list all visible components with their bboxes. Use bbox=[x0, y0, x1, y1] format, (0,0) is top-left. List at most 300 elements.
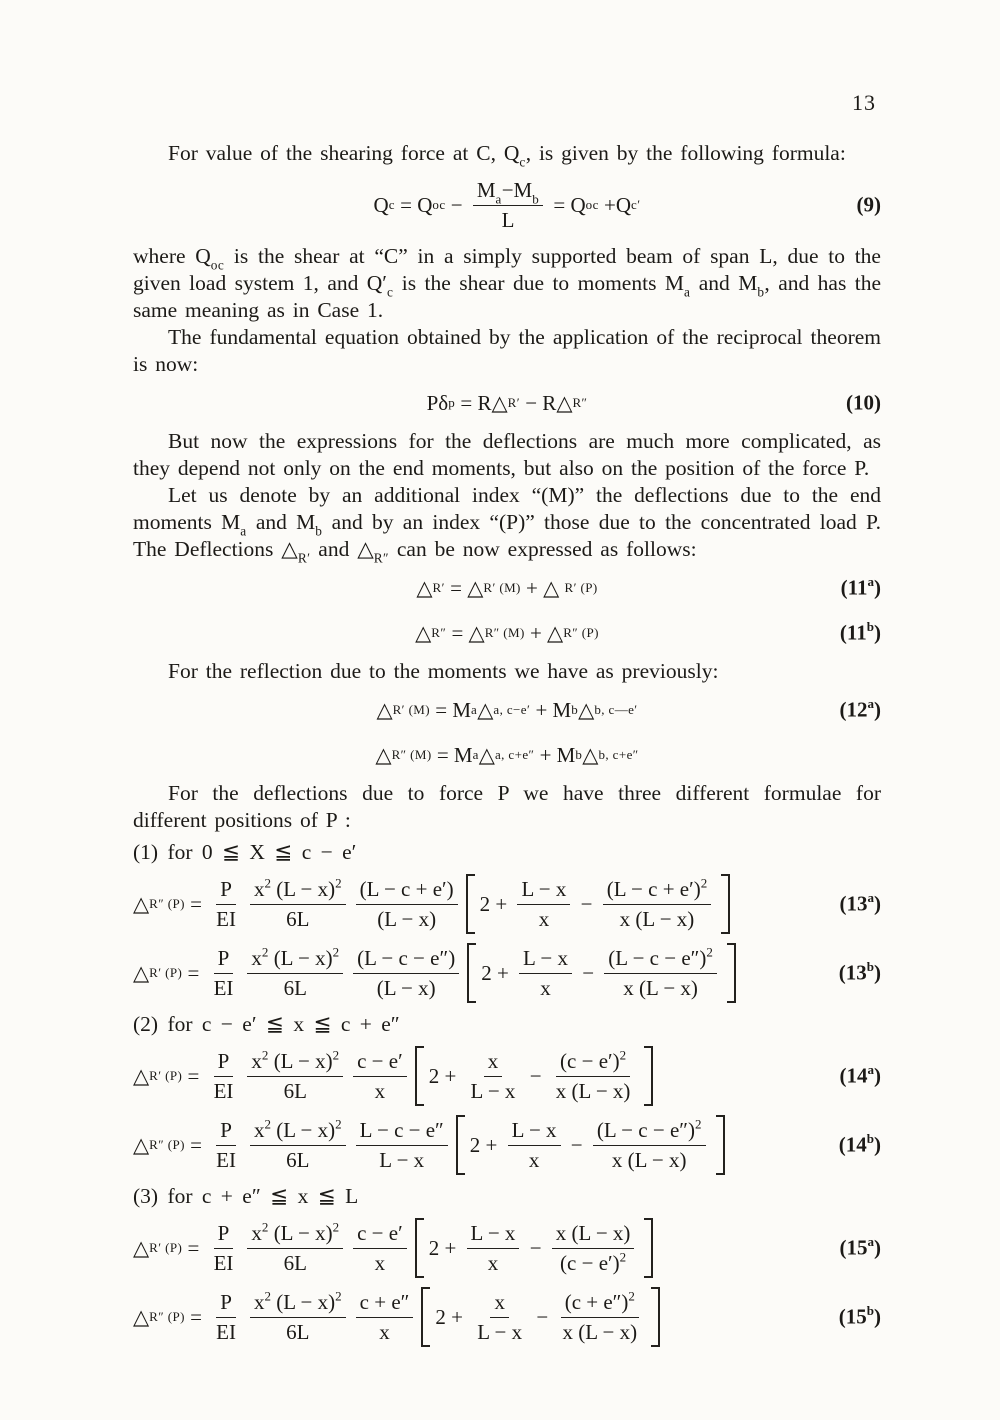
math-text: − bbox=[531, 1304, 554, 1329]
math-text: EI bbox=[213, 1250, 234, 1275]
math-superscript: a bbox=[867, 574, 874, 590]
fraction-numerator bbox=[556, 1049, 630, 1077]
bracket-group bbox=[466, 874, 731, 935]
math-text: (c − e′) bbox=[560, 1250, 620, 1275]
equation-10 bbox=[133, 383, 881, 423]
math-superscript: a bbox=[867, 890, 874, 906]
bracket-content bbox=[435, 1287, 646, 1348]
math-subscript: a bbox=[683, 284, 691, 300]
fraction-numerator bbox=[353, 1049, 407, 1077]
math-superscript: b bbox=[866, 619, 874, 635]
math-text: (11 bbox=[839, 620, 867, 645]
fraction bbox=[212, 877, 240, 932]
math-superscript: 2 bbox=[628, 1288, 635, 1304]
math-text: can be now expressed as follows: bbox=[389, 537, 697, 561]
fraction-denominator bbox=[212, 1318, 240, 1345]
equation-12b bbox=[133, 735, 881, 775]
fraction bbox=[356, 1118, 448, 1173]
math-text: where Q bbox=[133, 244, 211, 268]
math-text: + M bbox=[530, 697, 572, 722]
math-text: (12 bbox=[839, 697, 868, 722]
math-text: △ bbox=[375, 742, 392, 767]
fraction-denominator bbox=[484, 1249, 503, 1276]
math-text: x bbox=[487, 1250, 499, 1275]
math-superscript: 2 bbox=[335, 1116, 342, 1132]
math-subscript: oc bbox=[210, 257, 225, 273]
equation-13b-label bbox=[839, 961, 881, 986]
fraction-numerator bbox=[356, 877, 458, 905]
math-text: = bbox=[184, 1304, 208, 1329]
fraction-denominator bbox=[212, 905, 240, 932]
math-text: = △ bbox=[444, 575, 484, 600]
math-text: +Q bbox=[598, 192, 632, 217]
math-text: x bbox=[528, 1147, 540, 1172]
math-text: L bbox=[501, 207, 515, 232]
math-subscript: R″ bbox=[373, 550, 389, 566]
equation-15a bbox=[133, 1217, 881, 1279]
fraction-denominator bbox=[552, 1077, 635, 1104]
math-superscript: a bbox=[867, 1234, 874, 1250]
math-text: (L − x) bbox=[376, 975, 436, 1000]
math-text: Q bbox=[373, 192, 389, 217]
math-text: , is given by the following formula: bbox=[525, 141, 846, 165]
math-text: x (L − x) bbox=[611, 1147, 687, 1172]
math-text: 6L bbox=[286, 906, 310, 931]
math-text: x bbox=[494, 1289, 505, 1314]
math-superscript: 2 bbox=[332, 944, 340, 960]
bracket-group bbox=[415, 1046, 654, 1107]
math-text: x bbox=[374, 1250, 386, 1275]
math-text: = R△ bbox=[455, 390, 508, 415]
math-superscript: a bbox=[867, 1062, 874, 1078]
equation-11a-label bbox=[841, 576, 881, 601]
math-superscript: 2 bbox=[619, 1047, 627, 1063]
fraction-numerator bbox=[247, 1049, 343, 1077]
math-subscript: a bbox=[495, 191, 502, 207]
fraction-numerator bbox=[214, 946, 234, 974]
math-text: For the deflections due to force P we have three different formulae for different positions of P : bbox=[133, 781, 881, 832]
math-text: (L − c + e′) bbox=[359, 876, 454, 901]
fraction-denominator bbox=[608, 1146, 691, 1173]
math-text: x (L − x) bbox=[562, 1319, 638, 1344]
fraction bbox=[210, 1049, 238, 1104]
math-superscript: 2 bbox=[332, 1219, 340, 1235]
fraction-numerator bbox=[356, 1118, 448, 1146]
case-condition-2 bbox=[133, 1011, 881, 1038]
math-text: 2 + bbox=[428, 1063, 462, 1088]
bracket-content bbox=[470, 1115, 711, 1176]
bracket-group bbox=[456, 1115, 725, 1176]
math-text: (L − c − e″) bbox=[596, 1117, 695, 1142]
fraction-denominator bbox=[282, 905, 313, 932]
math-text: x bbox=[374, 1078, 386, 1103]
fraction bbox=[519, 946, 572, 1001]
fraction bbox=[212, 1290, 240, 1345]
fraction bbox=[559, 1290, 642, 1345]
math-subscript: b bbox=[532, 191, 540, 207]
equation-15b-body: △ R″ (P) = $\frac{P}{EI}$ $\frac{x^2 (L - x)^2}{6L}$ $\frac{c + e''}{x}$ 2 + $\frac{x}{L - x}$ − $\frac{(c + e'')^2}{x (L - x)}$ bbox=[133, 1287, 660, 1348]
fraction-numerator bbox=[250, 877, 346, 905]
math-text: P bbox=[220, 1117, 232, 1142]
bracket-content bbox=[429, 1218, 640, 1279]
equation-15b-label bbox=[839, 1305, 881, 1330]
fraction-numerator bbox=[467, 1221, 520, 1249]
equation-15b bbox=[133, 1286, 881, 1348]
math-text: − bbox=[524, 1235, 547, 1260]
math-text: x bbox=[254, 1289, 265, 1314]
left-bracket bbox=[467, 943, 476, 1004]
math-text: (L − x) bbox=[377, 906, 437, 931]
bracket-group bbox=[415, 1218, 654, 1279]
equation-11a bbox=[133, 568, 881, 608]
math-text: x bbox=[251, 1220, 262, 1245]
fraction-denominator bbox=[280, 1077, 311, 1104]
case-condition-1 bbox=[133, 839, 881, 866]
equation-10-body: Pδ p = R△ R′ − R△ R″ bbox=[426, 390, 588, 415]
fraction-denominator bbox=[536, 974, 555, 1001]
math-text: △ bbox=[376, 697, 393, 722]
fraction bbox=[467, 1049, 520, 1104]
equation-12a bbox=[133, 690, 881, 730]
math-text: x bbox=[251, 1048, 262, 1073]
equation-9 bbox=[133, 174, 881, 236]
math-text: (L − x) bbox=[271, 876, 336, 901]
math-text: 6L bbox=[283, 1250, 307, 1275]
case-condition-3 bbox=[133, 1183, 881, 1210]
fraction-denominator bbox=[556, 1249, 630, 1276]
math-text: 6L bbox=[286, 1319, 310, 1344]
math-text: △ bbox=[133, 1304, 150, 1329]
fraction-denominator bbox=[282, 1146, 313, 1173]
fraction bbox=[212, 1118, 240, 1173]
left-bracket bbox=[421, 1287, 430, 1348]
math-text: L − x bbox=[470, 1078, 516, 1103]
math-text: x bbox=[379, 1319, 390, 1344]
math-text: x (L − x) bbox=[623, 975, 698, 1000]
right-bracket bbox=[644, 1218, 653, 1279]
math-text: = M bbox=[431, 742, 473, 767]
math-text: ) bbox=[874, 1132, 881, 1157]
fraction-denominator bbox=[210, 1077, 238, 1104]
page-number: 13 bbox=[852, 90, 876, 115]
equation-13a bbox=[133, 873, 881, 935]
equation-14b-body: △ R″ (P) = $\frac{P}{EI}$ $\frac{x^2 (L - x)^2}{6L}$ $\frac{L - c - e''}{L - x}$ 2 + $\frac{L - x}{x}$ − $\frac{(L - c - e'')^2}{x (L - x)}$ bbox=[133, 1115, 725, 1176]
math-text: 2 + bbox=[479, 891, 513, 916]
equation-12a-label bbox=[839, 698, 881, 723]
equation-11a-body: △ R′ = △ R′ (M) + △ R′ (P) bbox=[416, 575, 598, 600]
fraction-denominator bbox=[498, 206, 519, 233]
math-superscript: 2 bbox=[706, 944, 713, 960]
math-text: and by an index “(P)” those due to the concentrated load P. The Deflections △ bbox=[133, 510, 881, 561]
fraction-numerator bbox=[250, 1118, 346, 1146]
fraction-numerator bbox=[603, 877, 711, 905]
fraction-denominator bbox=[212, 1146, 240, 1173]
math-text: L − x bbox=[470, 1220, 516, 1245]
fraction-numerator bbox=[490, 1290, 509, 1318]
math-text: c − e′ bbox=[357, 1048, 403, 1073]
math-text: (L − x) bbox=[268, 945, 333, 970]
math-text: (L − c − e″) bbox=[608, 945, 707, 970]
math-text: 2 + bbox=[469, 1132, 503, 1157]
equation-12b-body: △ R″ (M) = M a △ a, c+e″ + M b △ b, c+e″ bbox=[375, 742, 639, 767]
math-text: (L − x) bbox=[271, 1289, 336, 1314]
math-subscript: a bbox=[240, 523, 247, 539]
equation-11b-label bbox=[840, 621, 881, 646]
fraction-denominator bbox=[559, 1318, 642, 1345]
fraction-numerator bbox=[353, 1221, 407, 1249]
fraction bbox=[508, 1118, 561, 1173]
math-text: = bbox=[182, 1063, 205, 1088]
fraction bbox=[247, 946, 343, 1001]
math-text: (14 bbox=[838, 1132, 867, 1157]
fraction-numerator bbox=[561, 1290, 639, 1318]
math-text: P bbox=[217, 945, 230, 970]
math-text: (L − c − e″) bbox=[357, 945, 456, 970]
math-superscript: 2 bbox=[335, 1288, 342, 1304]
math-text: , and has the same meaning as in Case 1. bbox=[133, 271, 882, 322]
math-text: (11 bbox=[840, 575, 868, 600]
math-text: x (L − x) bbox=[619, 906, 695, 931]
math-text: and M bbox=[690, 271, 758, 295]
math-text: ) bbox=[874, 1063, 881, 1088]
math-text: EI bbox=[213, 975, 234, 1000]
math-text: L − x bbox=[379, 1147, 425, 1172]
fraction-denominator bbox=[619, 974, 702, 1001]
fraction-denominator bbox=[373, 905, 440, 932]
math-text: △ bbox=[415, 620, 432, 645]
fraction bbox=[353, 1221, 407, 1276]
right-bracket bbox=[651, 1287, 660, 1348]
math-text: Let us denote by an additional index “(M)” the deflections due to the end moments M bbox=[133, 483, 881, 534]
math-text: L − c − e″ bbox=[359, 1117, 444, 1142]
right-bracket bbox=[721, 874, 730, 935]
math-text: x bbox=[254, 876, 265, 901]
math-superscript: b bbox=[866, 1303, 874, 1319]
fraction-denominator bbox=[467, 1077, 520, 1104]
math-subscript: b bbox=[757, 284, 765, 300]
math-text: x (L − x) bbox=[555, 1078, 631, 1103]
math-text: △ bbox=[578, 697, 595, 722]
math-text: The fundamental equation obtained by the application of the reciprocal theorem is now: bbox=[133, 325, 881, 376]
fraction-denominator bbox=[373, 974, 440, 1001]
math-text: − bbox=[565, 1132, 588, 1157]
math-superscript: a bbox=[867, 696, 874, 712]
fraction-numerator bbox=[214, 1049, 234, 1077]
equation-11b bbox=[133, 613, 881, 653]
math-text: = Q bbox=[548, 192, 586, 217]
fraction-denominator bbox=[210, 1249, 238, 1276]
equation-11b-body: △ R″ = △ R″ (M) + △ R″ (P) bbox=[415, 620, 599, 645]
math-text: − bbox=[445, 192, 468, 217]
math-text: = Q bbox=[394, 192, 433, 217]
equation-10-label bbox=[846, 391, 881, 416]
paragraph-where-shear bbox=[133, 243, 881, 324]
math-text: x (L − x) bbox=[555, 1220, 631, 1245]
fraction-denominator bbox=[280, 1249, 311, 1276]
math-text: − bbox=[524, 1063, 547, 1088]
math-text: x bbox=[251, 945, 262, 970]
equation-13a-body: △ R″ (P) = $\frac{P}{EI}$ $\frac{x^2 (L - x)^2}{6L}$ $\frac{(L - c + e')}{(L - x)}$ 2 + $\frac{L - x}{x}$ − $\frac{(L - c + e')^2}{x (L - x)}$ bbox=[133, 874, 730, 935]
math-text: △ bbox=[582, 742, 599, 767]
math-subscript: c bbox=[519, 154, 526, 170]
math-superscript: 2 bbox=[700, 875, 708, 891]
math-text: and △ bbox=[310, 537, 374, 561]
bracket-group bbox=[467, 943, 736, 1004]
fraction-denominator bbox=[280, 974, 311, 1001]
math-subscript: b bbox=[315, 523, 323, 539]
left-bracket bbox=[415, 1046, 424, 1107]
math-text: + △ bbox=[524, 620, 564, 645]
equation-13b-body: △ R′ (P) = $\frac{P}{EI}$ $\frac{x^2 (L - x)^2}{6L}$ $\frac{(L - c - e'')}{(L - x)}$ 2 + $\frac{L - x}{x}$ − $\frac{(L - c - e'')^2}{x (L - x)}$ bbox=[133, 943, 736, 1004]
fraction bbox=[517, 877, 570, 932]
math-superscript: 2 bbox=[695, 1116, 702, 1132]
fraction bbox=[250, 877, 346, 932]
math-text: P bbox=[217, 1048, 230, 1073]
fraction-denominator bbox=[616, 905, 699, 932]
math-text: x bbox=[538, 906, 550, 931]
fraction-numerator bbox=[214, 1221, 234, 1249]
fraction-numerator bbox=[353, 946, 459, 974]
fraction-denominator bbox=[371, 1249, 390, 1276]
math-text: EI bbox=[216, 1147, 236, 1172]
fraction bbox=[552, 1049, 635, 1104]
math-text: = bbox=[182, 960, 205, 985]
fraction-denominator bbox=[375, 1146, 428, 1173]
paragraph-fundamental-equation bbox=[133, 324, 881, 378]
math-text: (15 bbox=[839, 1235, 868, 1260]
math-text: (L − x) bbox=[268, 1048, 333, 1073]
math-text: L − x bbox=[523, 945, 568, 970]
left-bracket bbox=[415, 1218, 424, 1279]
math-text: (10) bbox=[846, 390, 881, 415]
math-superscript: 2 bbox=[619, 1249, 627, 1265]
fraction-numerator bbox=[552, 1221, 635, 1249]
math-text: and M bbox=[246, 510, 316, 534]
math-text: 2 + bbox=[481, 960, 515, 985]
fraction-denominator bbox=[375, 1318, 394, 1345]
bracket-content bbox=[480, 874, 717, 935]
math-text: (1) for 0 ≦ X ≦ c − e′ bbox=[133, 840, 357, 864]
equation-15a-body: △ R′ (P) = $\frac{P}{EI}$ $\frac{x^2 (L - x)^2}{6L}$ $\frac{c - e'}{x}$ 2 + $\frac{L - x}{x}$ − $\frac{x (L - x)}{(c - e')^2}$ bbox=[133, 1218, 653, 1279]
math-text: L − x bbox=[511, 1117, 557, 1142]
fraction bbox=[353, 1049, 407, 1104]
math-text: ) bbox=[874, 1304, 881, 1329]
math-text: (2) for c − e′ ≦ x ≦ c + e″ bbox=[133, 1012, 400, 1036]
math-text: is the shear at “C” in a simply supported beam of span L, due to the given load system 1, and Q′ bbox=[133, 244, 881, 295]
fraction bbox=[247, 1221, 343, 1276]
fraction-numerator bbox=[247, 1221, 343, 1249]
math-text: L − x bbox=[477, 1319, 523, 1344]
math-superscript: 2 bbox=[261, 1219, 269, 1235]
math-text: = bbox=[182, 1235, 205, 1260]
math-superscript: 2 bbox=[332, 1047, 340, 1063]
math-text: (L − x) bbox=[271, 1117, 336, 1142]
equation-9-label bbox=[857, 193, 882, 218]
equation-14b bbox=[133, 1114, 881, 1176]
math-text: △ bbox=[478, 742, 495, 767]
fraction bbox=[356, 1290, 414, 1345]
equation-9-body: Q c = Q oc − $\frac{M_a-M_b}{L}$ = Q oc +Q c′ bbox=[373, 177, 641, 232]
fraction-numerator bbox=[250, 1290, 346, 1318]
equation-14a bbox=[133, 1045, 881, 1107]
math-text: EI bbox=[216, 906, 236, 931]
fraction-numerator bbox=[604, 946, 717, 974]
right-bracket bbox=[716, 1115, 725, 1176]
fraction-numerator bbox=[593, 1118, 706, 1146]
math-text: 6L bbox=[283, 975, 307, 1000]
right-bracket bbox=[727, 943, 736, 1004]
fraction bbox=[353, 946, 459, 1001]
fraction-numerator bbox=[473, 178, 543, 206]
math-text: 6L bbox=[283, 1078, 307, 1103]
page-content bbox=[133, 140, 881, 1355]
math-text: For the reflection due to the moments we have as previously: bbox=[168, 659, 719, 683]
fraction bbox=[467, 1221, 520, 1276]
bracket-content bbox=[429, 1046, 640, 1107]
paragraph-shearing-force bbox=[133, 140, 881, 170]
math-text: But now the expressions for the deflections are much more complicated, as they depend not only on the end moments, but also on the position of the force P. bbox=[133, 429, 881, 480]
math-text: ) bbox=[874, 575, 881, 600]
equation-14b-label bbox=[839, 1133, 881, 1158]
math-text: △ bbox=[133, 1235, 150, 1260]
equation-15a-label bbox=[839, 1236, 881, 1261]
math-text: −M bbox=[501, 177, 533, 202]
math-text: (13 bbox=[839, 891, 868, 916]
fraction-numerator bbox=[247, 946, 343, 974]
math-text: △ bbox=[133, 1132, 150, 1157]
fraction bbox=[210, 1221, 238, 1276]
math-text: ) bbox=[874, 697, 881, 722]
equation-13a-label bbox=[839, 892, 881, 917]
fraction-denominator bbox=[525, 1146, 544, 1173]
math-superscript: b bbox=[866, 1131, 874, 1147]
paragraph-expressions-deflections bbox=[133, 428, 881, 482]
math-subscript: R′ bbox=[297, 550, 311, 566]
math-superscript: 2 bbox=[264, 1288, 272, 1304]
right-bracket bbox=[644, 1046, 653, 1107]
math-text: (14 bbox=[839, 1063, 868, 1088]
math-subscript: c bbox=[387, 284, 394, 300]
math-text: − bbox=[575, 891, 598, 916]
math-text: P bbox=[220, 1289, 232, 1314]
math-text: x bbox=[540, 975, 551, 1000]
fraction bbox=[604, 946, 717, 1001]
bracket-group bbox=[421, 1287, 660, 1348]
fraction bbox=[356, 877, 458, 932]
math-text: = bbox=[184, 891, 208, 916]
equation-14a-body: △ R′ (P) = $\frac{P}{EI}$ $\frac{x^2 (L - x)^2}{6L}$ $\frac{c - e'}{x}$ 2 + $\frac{x}{L - x}$ − $\frac{(c - e')^2}{x (L - x)}$ bbox=[133, 1046, 653, 1107]
equation-13b bbox=[133, 942, 881, 1004]
math-text: (c − e′) bbox=[560, 1048, 620, 1073]
math-text: (L − x) bbox=[268, 1220, 333, 1245]
math-text: = M bbox=[430, 697, 472, 722]
math-text: Pδ bbox=[426, 390, 449, 415]
fraction bbox=[473, 1290, 526, 1345]
fraction bbox=[210, 946, 238, 1001]
fraction bbox=[552, 1221, 635, 1276]
paragraph-reflection-moments bbox=[133, 658, 881, 685]
math-superscript: 2 bbox=[264, 875, 272, 891]
fraction bbox=[603, 877, 711, 932]
fraction-numerator bbox=[517, 877, 570, 905]
fraction bbox=[250, 1118, 346, 1173]
math-text: c + e″ bbox=[359, 1289, 410, 1314]
math-text: x bbox=[254, 1117, 265, 1142]
fraction-numerator bbox=[216, 1118, 236, 1146]
fraction-numerator bbox=[484, 1049, 503, 1077]
math-superscript: 2 bbox=[261, 1047, 269, 1063]
math-text: P bbox=[220, 876, 232, 901]
